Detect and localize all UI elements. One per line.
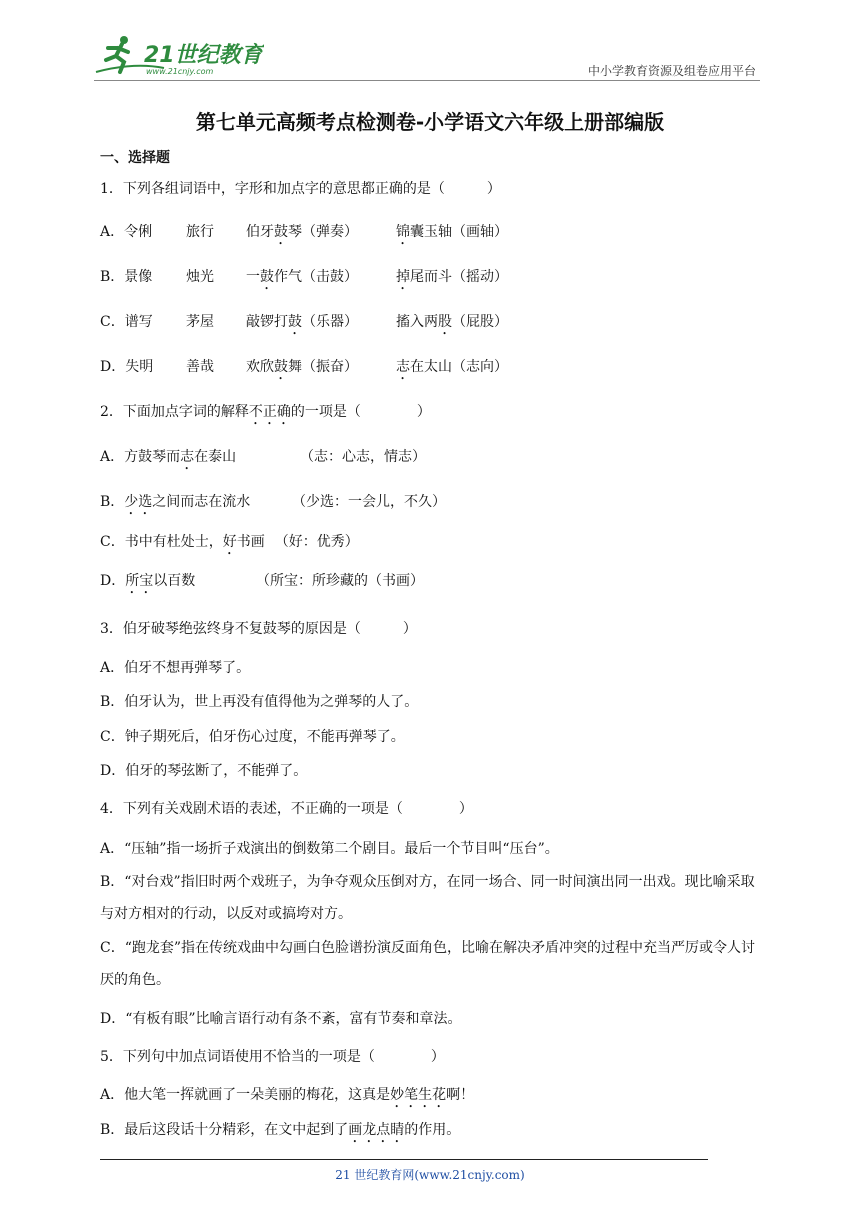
q4-option-b: B．“对台戏”指旧时两个戏班子，为争夺观众压倒对方，在同一场合、同一时间演出同一出戏。现比喻采取与对方相对的行动，以反对或搞垮对方。 xyxy=(100,874,755,922)
q2a-text: A．方鼓琴而 xyxy=(100,449,181,465)
q3-option-c: C．钟子期死后，伯牙伤心过度，不能再弹琴了。 xyxy=(100,729,405,745)
q3-option-b: B．伯牙认为，世上再没有值得他为之弹琴的人了。 xyxy=(100,694,419,710)
q2c-dotted: 好 xyxy=(222,534,237,550)
q2b-text: 之间而志在流水 xyxy=(152,494,251,510)
q1a-dotted: 鼓 xyxy=(274,224,288,240)
q5-option-a xyxy=(100,1084,474,1111)
q1d-word3: 欢欣 xyxy=(246,359,274,375)
question-5-stem: 5．下列句中加点词语使用不恰当的一项是（ ） xyxy=(100,1049,445,1065)
q1c-word4-rest: （屁股） xyxy=(452,314,508,330)
q4-option-a: A．“压轴”指一场折子戏演出的倒数第二个剧目。最后一个节目叫“压台”。 xyxy=(100,841,559,857)
q1b-word1: B．景像 xyxy=(100,269,153,285)
q2-option-b xyxy=(100,491,446,518)
q1d-word2: 善哉 xyxy=(186,359,214,375)
q2-option-d xyxy=(100,570,424,597)
q2b-dotted: 少选 xyxy=(124,494,153,510)
q5-option-b xyxy=(100,1119,460,1146)
q1a-word4: 囊玉轴（画轴） xyxy=(410,224,508,240)
q4-option-c: C．“跑龙套”指在传统戏曲中勾画白色脸谱扮演反面角色，比喻在解决矛盾冲突的过程中充当严厉或令人讨厌的角色。 xyxy=(100,940,756,988)
q1c-word3: 敲锣打 xyxy=(246,314,288,330)
q1a-word3: 伯牙 xyxy=(246,224,274,240)
q2c-text: C．书中有杜处士， xyxy=(100,534,223,550)
q1b-word3-rest: 作气（击鼓） xyxy=(274,269,358,285)
q2d-explanation: （所宝：所珍藏的（书画） xyxy=(256,573,424,589)
q2-stem-start: 2．下面加点字词的解释 xyxy=(100,404,249,420)
q3-option-a: A．伯牙不想再弹琴了。 xyxy=(100,660,251,676)
q1c-dotted2: 股 xyxy=(438,314,452,330)
q1b-word2: 烛光 xyxy=(186,269,214,285)
q5b-text-end: 的作用。 xyxy=(404,1122,461,1138)
q5a-text-end: 啊！ xyxy=(446,1087,475,1103)
q2d-dotted: 所宝 xyxy=(125,573,154,589)
q1-option-c xyxy=(100,311,508,338)
logo-text: 21世纪教育 xyxy=(144,43,263,68)
q2c-explanation: （好：优秀） xyxy=(274,534,359,550)
q1c-dotted: 鼓 xyxy=(288,314,302,330)
q1d-word1: D．失明 xyxy=(100,359,154,375)
q2b-explanation: （少选：一会儿，不久） xyxy=(292,494,446,510)
q1b-dotted: 鼓 xyxy=(260,269,274,285)
q2c-text-rest: 书画 xyxy=(236,534,265,550)
q1a-word3-rest: 琴（弹奏） xyxy=(288,224,358,240)
header-divider xyxy=(94,80,760,81)
logo-subtext: www.21cnjy.com xyxy=(146,67,214,76)
q1d-word3-rest: 舞（振奋） xyxy=(288,359,358,375)
q2-stem-end: 的一项是（ ） xyxy=(290,404,431,420)
q1a-dotted2: 锦 xyxy=(396,224,410,240)
question-4-stem: 4．下列有关戏剧术语的表述，不正确的一项是（ ） xyxy=(100,801,473,817)
q1c-word4: 搐入两 xyxy=(396,314,438,330)
q1a-word1: A．令俐 xyxy=(100,224,153,240)
q5a-dotted: 妙笔生花 xyxy=(390,1087,447,1103)
q2-stem-dotted: 不正确 xyxy=(248,404,291,420)
q2a-dotted: 志 xyxy=(180,449,195,465)
platform-name: 中小学教育资源及组卷应用平台 xyxy=(587,64,756,78)
q1d-dotted2: 志 xyxy=(396,359,410,375)
question-3-stem: 3．伯牙破琴绝弦终身不复鼓琴的原因是（ ） xyxy=(100,621,417,637)
page-title: 第七单元高频考点检测卷-小学语文六年级上册部编版 xyxy=(195,110,665,134)
footer-link[interactable]: 21 世纪教育网(www.21cnjy.com) xyxy=(335,1168,525,1182)
section-heading: 一、选择题 xyxy=(100,150,170,166)
q2a-text-rest: 在泰山 xyxy=(194,449,237,465)
q2a-explanation: （志：心志，情志） xyxy=(300,449,426,465)
q1d-word4: 在太山（志向） xyxy=(410,359,508,375)
q2b-label: B． xyxy=(100,494,125,510)
question-1-stem: 1．下列各组词语中，字形和加点字的意思都正确的是（ ） xyxy=(100,181,501,197)
question-2-stem xyxy=(100,401,431,428)
q3-option-d: D．伯牙的琴弦断了，不能弹了。 xyxy=(100,763,308,779)
q5a-text: A．他大笔一挥就画了一朵美丽的梅花，这真是 xyxy=(100,1087,391,1103)
q4-option-d: D．“有板有眼”比喻言语行动有条不紊，富有节奏和章法。 xyxy=(100,1011,462,1027)
q1d-dotted: 鼓 xyxy=(274,359,288,375)
q1c-word1: C．谱写 xyxy=(100,314,153,330)
q2-option-c xyxy=(100,531,359,558)
footer-divider xyxy=(100,1159,708,1160)
q1b-dotted2: 掉 xyxy=(396,269,410,285)
q2d-label: D． xyxy=(100,573,126,589)
q1b-word4: 尾而斗（摇动） xyxy=(410,269,508,285)
q1-option-b xyxy=(100,266,508,293)
q1c-word2: 茅屋 xyxy=(186,314,214,330)
q2d-text: 以百数 xyxy=(153,573,196,589)
site-logo xyxy=(94,32,264,78)
q1-option-d xyxy=(100,356,508,383)
q1-option-a xyxy=(100,221,508,248)
q2-option-a xyxy=(100,446,426,473)
q5b-dotted: 画龙点睛 xyxy=(348,1122,405,1138)
q1b-word3: 一 xyxy=(246,269,260,285)
q1c-word3-rest: （乐器） xyxy=(302,314,358,330)
q5b-text: B．最后这段话十分精彩，在文中起到了 xyxy=(100,1122,349,1138)
q1a-word2: 旅行 xyxy=(186,224,214,240)
